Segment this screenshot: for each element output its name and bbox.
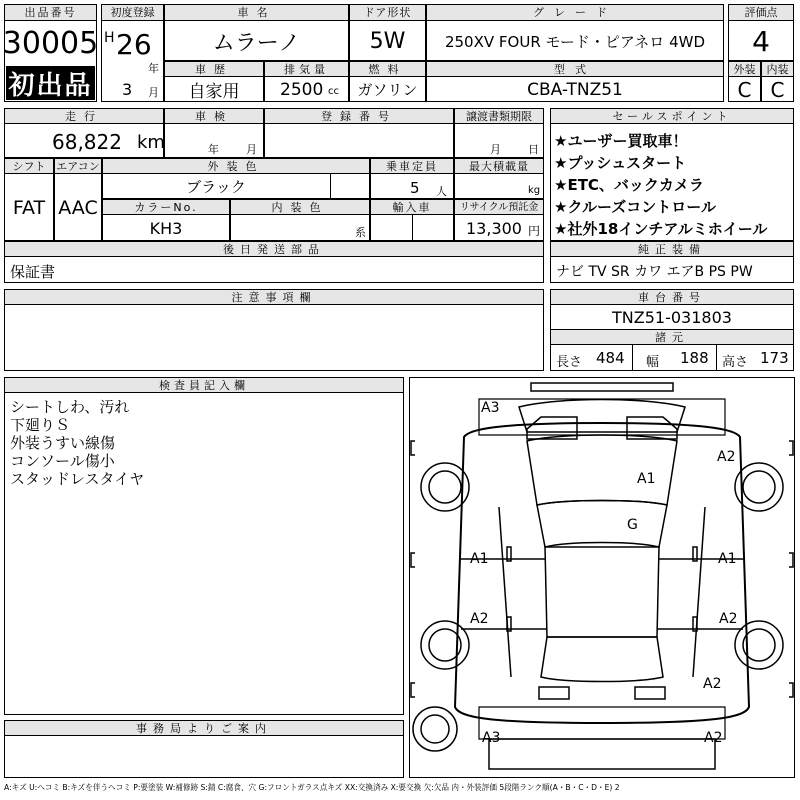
color-no: KH3 bbox=[149, 218, 183, 238]
capacity: 5 bbox=[410, 179, 420, 197]
later-parts-label: 後日発送部品 bbox=[4, 241, 544, 257]
damage-mark: A3 bbox=[481, 400, 500, 416]
legend: A:キズ U:ヘコミ B:キズを伴うヘコミ P:要塗装 W:補修跡 S:錆 C:腐食、穴 G:フロントガラス点キズ XX:交換済み X:要交換 欠:欠品 内・外装評価 5段階ランク順(A・B・C・D・E) 2 bbox=[4, 783, 620, 792]
equipment-label: 純正装備 bbox=[550, 241, 794, 257]
sales-points-label: セールスポイント bbox=[550, 108, 794, 124]
ext-color-label: 外装色 bbox=[102, 158, 370, 174]
int-grade: C bbox=[770, 77, 785, 102]
capacity-label: 乗車定員 bbox=[370, 158, 454, 174]
first-reg-label: 初度登録 bbox=[101, 4, 164, 21]
reg-month: 3 bbox=[122, 80, 133, 99]
inspection-month-unit: 月 bbox=[246, 143, 257, 156]
damage-mark: A3 bbox=[482, 730, 501, 746]
first-listing-badge: 初出品 bbox=[6, 66, 95, 100]
displacement-unit: cc bbox=[328, 86, 339, 97]
equipment-value: ナビ TV SR カワ エアB PS PW bbox=[556, 264, 753, 280]
shift-label: シフト bbox=[4, 158, 54, 174]
ac: AAC bbox=[58, 196, 98, 219]
chassis-number: TNZ51-031803 bbox=[612, 307, 732, 327]
plate-label: 登録番号 bbox=[264, 108, 454, 124]
damage-mark: A2 bbox=[470, 611, 489, 627]
load-label: 最大積載量 bbox=[454, 158, 544, 174]
width: 188 bbox=[680, 349, 709, 367]
recycle-unit: 円 bbox=[528, 224, 541, 238]
sales-point-item: ★ユーザー買取車！ bbox=[554, 132, 688, 150]
inspection-year-unit: 年 bbox=[208, 143, 219, 156]
fuel: ガソリン bbox=[357, 81, 418, 99]
sales-point-item: ★クルーズコントロール bbox=[554, 198, 716, 216]
grade-label: グレード bbox=[426, 4, 724, 21]
sales-point-item: ★プッシュスタート bbox=[554, 154, 687, 172]
height: 173 bbox=[760, 349, 789, 367]
grade: 250XV FOUR モード・ピアネロ 4WD bbox=[444, 32, 706, 51]
ext-color: ブラック bbox=[186, 178, 246, 196]
transfer-label: 譲渡書類期限 bbox=[454, 108, 544, 124]
fuel-label: 燃料 bbox=[349, 61, 426, 77]
capacity-unit: 人 bbox=[436, 185, 447, 198]
int-color-label: 内装色 bbox=[230, 199, 370, 215]
displacement-label: 排気量 bbox=[264, 61, 349, 77]
door-label: ドア形状 bbox=[349, 4, 426, 21]
history-label: 車歴 bbox=[164, 61, 264, 77]
dimensions-label: 諸元 bbox=[550, 329, 794, 345]
damage-mark: A1 bbox=[637, 471, 656, 487]
reg-year: 26 bbox=[116, 28, 152, 61]
car-name-label: 車名 bbox=[164, 4, 349, 21]
length-label: 長さ bbox=[556, 355, 583, 370]
damage-mark: A2 bbox=[719, 611, 738, 627]
inspector-line: スタッドレスタイヤ bbox=[10, 470, 145, 488]
inspector-label: 検査員記入欄 bbox=[4, 377, 404, 393]
transfer-month-unit: 月 bbox=[490, 143, 501, 156]
lot-number: 30005 bbox=[2, 25, 99, 61]
chassis-label: 車台番号 bbox=[550, 289, 794, 305]
score: 4 bbox=[752, 24, 770, 58]
mileage-unit: km bbox=[137, 132, 165, 153]
mileage-label: 走行 bbox=[4, 108, 164, 124]
displacement: 2500 bbox=[280, 80, 324, 100]
office-label: 事務局よりご案内 bbox=[4, 720, 404, 736]
door-type: 5W bbox=[369, 28, 406, 54]
sales-point-item: ★社外18インチアルミホイール bbox=[554, 220, 768, 238]
recycle-label: リサイクル預託金 bbox=[454, 199, 544, 215]
damage-mark: A2 bbox=[704, 730, 723, 746]
later-parts-value: 保証書 bbox=[10, 263, 56, 281]
int-color-unit: 系 bbox=[355, 226, 366, 239]
ext-grade: C bbox=[737, 77, 752, 102]
width-label: 幅 bbox=[646, 355, 660, 370]
shift: FAT bbox=[12, 196, 46, 219]
month-unit: 月 bbox=[148, 86, 159, 99]
history: 自家用 bbox=[188, 82, 240, 102]
notes-label: 注意事項欄 bbox=[4, 289, 544, 305]
model-label: 型式 bbox=[426, 61, 724, 77]
car-diagram bbox=[409, 377, 795, 778]
inspector-line: 外装うすい線傷 bbox=[10, 434, 116, 452]
recycle-fee: 13,300 bbox=[466, 219, 522, 238]
ext-grade-label: 外装 bbox=[728, 61, 761, 77]
mileage: 68,822 bbox=[52, 130, 122, 154]
lot-label: 出品番号 bbox=[4, 4, 97, 21]
year-unit: 年 bbox=[148, 62, 159, 75]
inspector-line: シートしわ、汚れ bbox=[10, 398, 130, 416]
height-label: 高さ bbox=[722, 355, 749, 370]
damage-mark: A2 bbox=[703, 676, 722, 692]
damage-mark: A1 bbox=[470, 551, 489, 567]
ac-label: エアコン bbox=[54, 158, 102, 174]
color-no-label: カラーNo. bbox=[102, 199, 230, 215]
load-unit: kg bbox=[528, 185, 541, 196]
damage-mark: G bbox=[627, 517, 638, 533]
inspector-line: コンソール傷小 bbox=[10, 452, 115, 470]
score-label: 評価点 bbox=[728, 4, 794, 21]
model-code: CBA-TNZ51 bbox=[527, 79, 623, 100]
int-grade-label: 内装 bbox=[761, 61, 794, 77]
car-name: ムラーノ bbox=[212, 30, 301, 56]
sales-point-item: ★ETC、バックカメラ bbox=[554, 176, 704, 194]
damage-mark: A1 bbox=[718, 551, 737, 567]
length: 484 bbox=[596, 349, 625, 367]
era: H bbox=[104, 30, 115, 46]
import-label: 輸入車 bbox=[370, 199, 454, 215]
transfer-day-unit: 日 bbox=[528, 143, 539, 156]
damage-mark: A2 bbox=[717, 449, 736, 465]
inspection-label: 車検 bbox=[164, 108, 264, 124]
inspector-line: 下廻りＳ bbox=[10, 416, 71, 434]
